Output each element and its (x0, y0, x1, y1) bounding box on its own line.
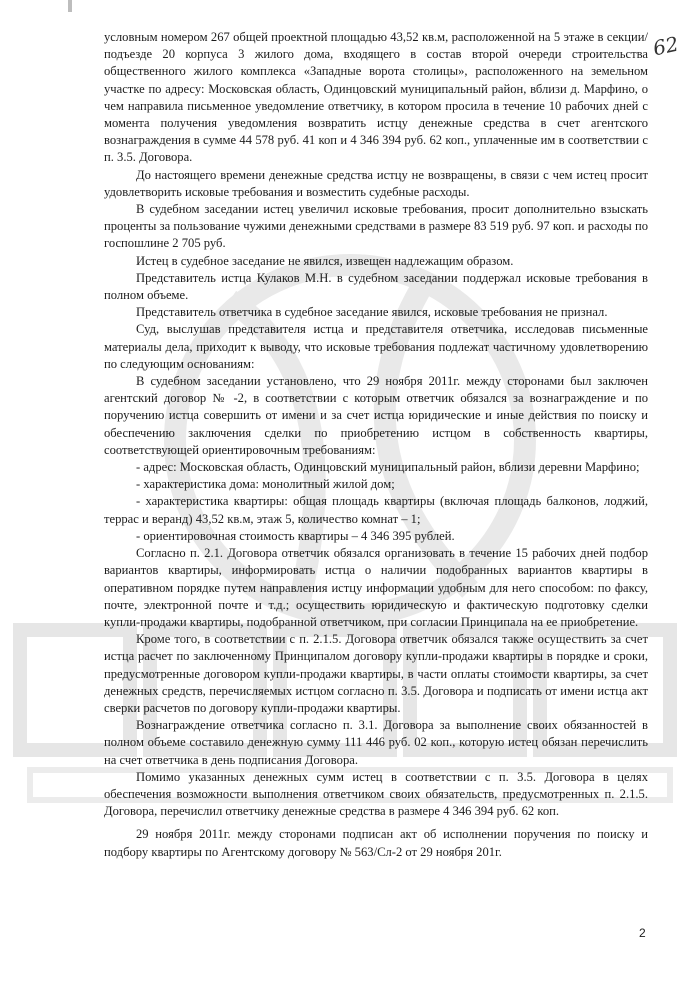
paragraph: Согласно п. 2.1. Договора ответчик обязался организовать в течение 15 рабочих дней подбор вариантов квартиры, информировать истца о наличии подобранных вариантов квартиры в оперативном порядке путем направления истцу информации удобным для него способом: по факсу, почте, электронной почте и т.д.; осуществить юридическую и фактическую подготовку сделки купли-продажи квартиры, подобранной ответчиком, при согласии Принципала на ее приобретение. (104, 546, 648, 629)
paragraph: В судебном заседании установлено, что 29 ноября 2011г. между сторонами был заключен агентский договор № -2, в соответствии с которым ответчик обязался за вознаграждение и по поручению истца совершить от имени и за счет истца юридические и иные действия по поиску и обеспечению заключения сделки по приобретению истцом в собственность квартиры, соответствующей ориентировочным требованиям: (104, 374, 648, 457)
paragraph: Помимо указанных денежных сумм истец в соответствии с п. 3.5. Договора в целях обеспечения возможности выполнения ответчиком своих обязательств, предусмотренных п. 2.1.5. Договора, перечислил ответчику денежные средства в размере 4 346 394 руб. 62 коп. (104, 769, 648, 819)
paragraph: Вознаграждение ответчика согласно п. 3.1. Договора за выполнение своих обязанностей в полном объеме составило денежную сумму 111 446 руб. 02 коп., которую истец обязан перечислить на счет ответчика в день подписания Договора. (104, 718, 648, 767)
paragraph: В судебном заседании истец увеличил исковые требования, просит дополнительно взыскать проценты за пользование чужими денежными средствами в размере 83 519 руб. 97 коп. и расходы по госпошлине 2 705 руб. (104, 202, 648, 251)
paragraph: условным номером 267 общей проектной площадью 43,52 кв.м, расположенной на 5 этаже в секции/подъезде 20 корпуса 3 жилого дома, входящего в состав второй очереди строительства общественного жилого комплекса «Западные ворота столицы», расположенного на земельном участке по адресу: Московская область, Одинцовский муниципальный район, вблизи д. Марфино, о чем направила письменное уведомление ответчику, в котором просила в течение 10 рабочих дней с момента получения уведомления возвратить истцу денежные средства в счет агентского вознаграждения в сумме 44 578 руб. 41 коп и 4 346 394 руб. 62 коп., уплаченные им в соответствии с п. 3.5. Договора. (104, 30, 648, 165)
paragraph: Истец в судебное заседание не явился, извещен надлежащим образом. (136, 253, 514, 268)
paragraph: Представитель ответчика в судебное заседание явился, исковые требования не признал. (136, 305, 608, 320)
list-item: - характеристика дома: монолитный жилой дом; (136, 477, 395, 492)
list-item: - ориентировочная стоимость квартиры – 4 346 395 рублей. (136, 528, 455, 543)
paragraph: Суд, выслушав представителя истца и представителя ответчика, исследовав письменные материалы дела, приходит к выводу, что исковые требования подлежат частичному удовлетворению по следующим основаниям: (104, 322, 648, 371)
paragraph: До настоящего времени денежные средства истцу не возвращены, в связи с чем истец просит удовлетворить исковые требования и возместить судебные расходы. (104, 167, 648, 199)
paragraph: Представитель истца Кулаков М.Н. в судебном заседании поддержал исковые требования в полном объеме. (104, 270, 648, 303)
paragraph: Кроме того, в соответствии с п. 2.1.5. Договора ответчик обязался также осуществить за счет истца расчет по заключенному Принципалом договору купли-продажи квартиры в порядке и сроки, предусмотренные договором купли-продажи квартиры, в части оплаты стоимости квартиры, за счет денежных средств, перечисляемых истцом согласно п. 3.5. Договора и подписать от имени истца акт сверки расчетов по договору купли-продажи квартиры. (104, 632, 648, 715)
page-number: 2 (639, 926, 646, 940)
handwritten-page-number: 62 (650, 31, 681, 61)
list-item: - характеристика квартиры: общая площадь квартиры (включая площадь балконов, лоджий, террас и веранд) 43,52 кв.м, этаж 5, количество комнат – 1; (104, 494, 648, 526)
list-item: - адрес: Московская область, Одинцовский муниципальный район, вблизи деревни Марфино; (136, 460, 640, 475)
document-body (104, 29, 648, 861)
paragraph: 29 ноября 2011г. между сторонами подписан акт об исполнении поручения по поиску и подбору квартиры по Агентскому договору № 563/Сл-2 от 29 ноября 201г. (104, 827, 648, 859)
